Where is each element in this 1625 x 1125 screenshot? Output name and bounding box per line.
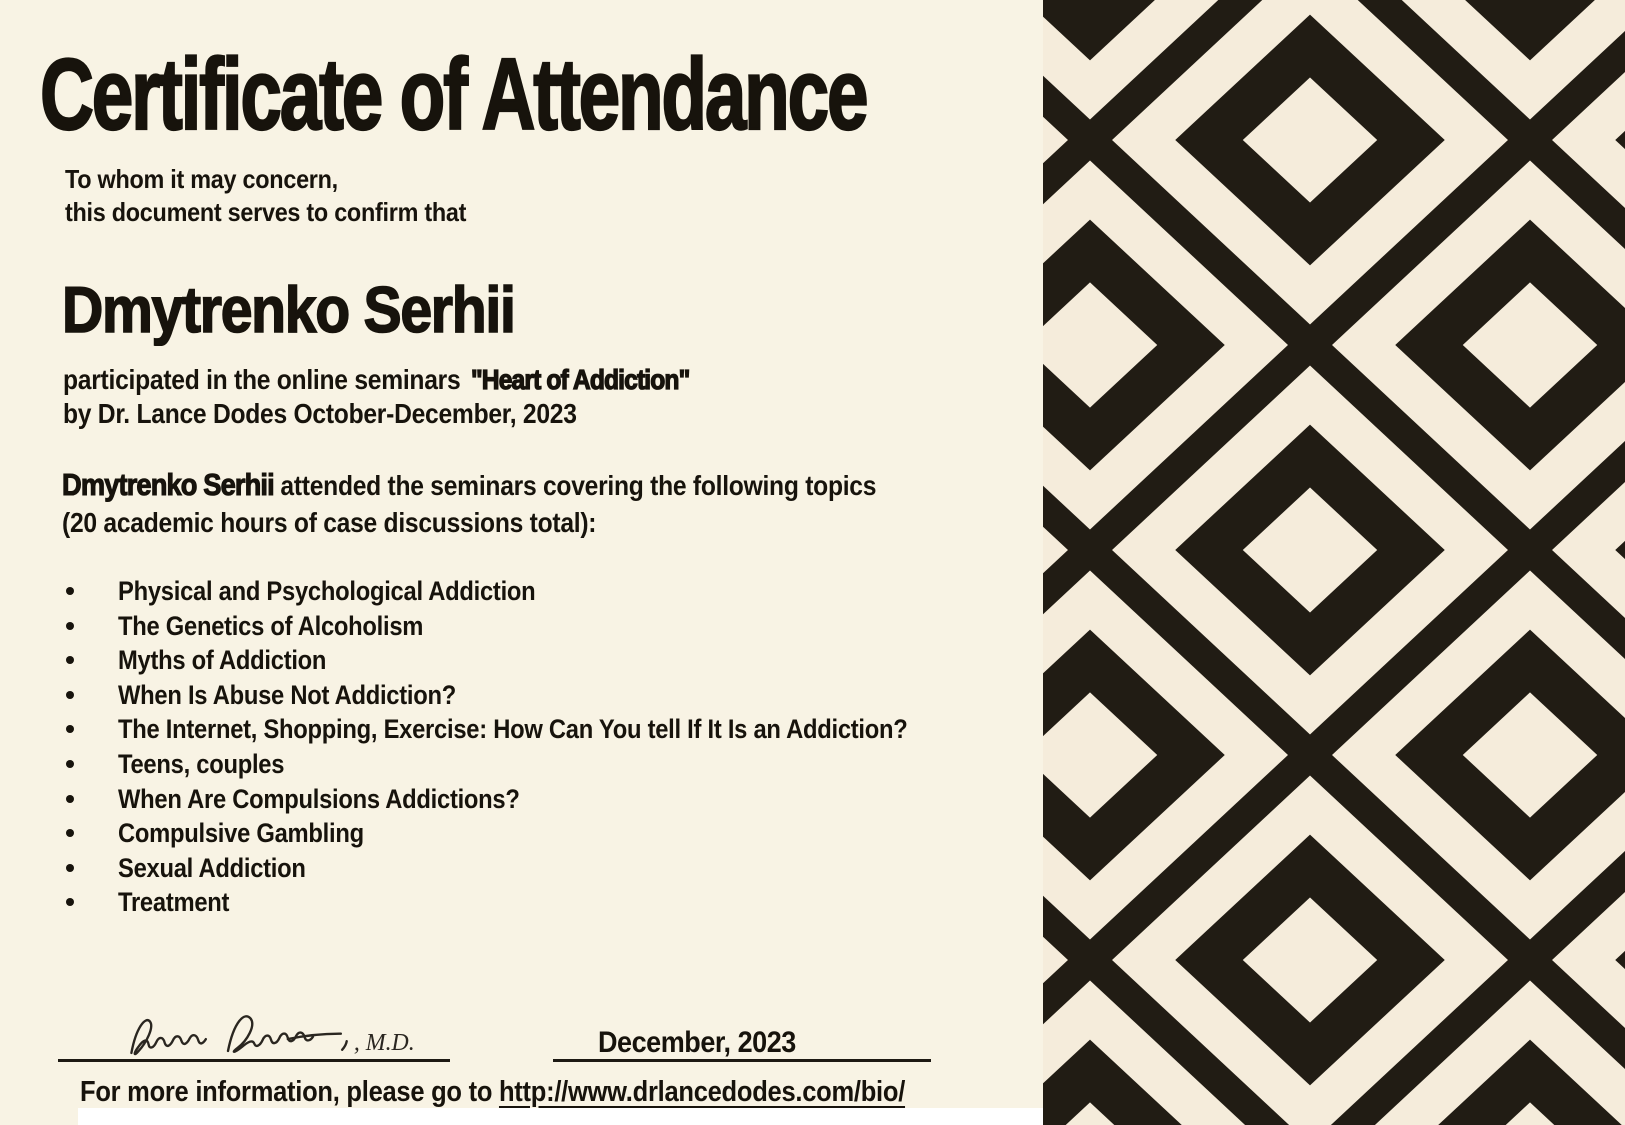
- participation-text: [63, 363, 775, 431]
- bullet-icon: [66, 864, 74, 872]
- topic-item: Myths of Addiction: [66, 645, 1015, 680]
- signature-md-text: , M.D.: [353, 1030, 415, 1056]
- signature-stroke-dodes: [227, 1014, 314, 1052]
- participation-prefix: participated in the online seminars: [63, 364, 461, 395]
- attendance-rest: attended the seminars covering the following topics: [273, 470, 877, 501]
- participation-line-2: by Dr. Lance Dodes October-December, 2023: [63, 398, 577, 429]
- footer-note: [80, 1076, 1018, 1109]
- bullet-icon: [66, 725, 74, 733]
- recipient-name: Dmytrenko Serhii: [62, 273, 515, 346]
- bullet-icon: [66, 829, 74, 837]
- bullet-icon: [66, 795, 74, 803]
- bullet-icon: [66, 622, 74, 630]
- topic-item: The Genetics of Alcoholism: [66, 611, 1015, 646]
- bottom-white-strip: [78, 1108, 1043, 1125]
- intro-line-1: To whom it may concern,: [65, 164, 338, 194]
- footer-text: For more information, please go to: [80, 1076, 499, 1108]
- topic-item: Treatment: [66, 887, 1015, 922]
- topic-item: Physical and Psychological Addiction: [66, 576, 1015, 611]
- topic-item: When Is Abuse Not Addiction?: [66, 680, 1015, 715]
- topic-item: Sexual Addiction: [66, 853, 1015, 888]
- certificate-title: Certificate of Attendance: [40, 39, 867, 151]
- bullet-icon: [66, 691, 74, 699]
- bullet-icon: [66, 898, 74, 906]
- seminar-title: "Heart of Addiction": [470, 364, 690, 395]
- attendance-text: [62, 466, 987, 541]
- signature: [72, 1008, 472, 1064]
- attendance-recipient-name: Dmytrenko Serhii: [62, 467, 274, 502]
- topic-item: Teens, couples: [66, 749, 1015, 784]
- topic-item: Compulsive Gambling: [66, 818, 1015, 853]
- topic-item: The Internet, Shopping, Exercise: How Can You tell If It Is an Addiction?: [66, 714, 1015, 749]
- bullet-icon: [66, 656, 74, 664]
- attendance-line-1: [62, 466, 876, 504]
- bullet-icon: [66, 760, 74, 768]
- topic-item: When Are Compulsions Addictions?: [66, 784, 1015, 819]
- signature-stroke-lance: [130, 1018, 206, 1054]
- diamond-pattern-panel: [1043, 0, 1625, 1125]
- diamond-pattern-fill: [1043, 0, 1625, 1125]
- date-value: December, 2023: [598, 1026, 796, 1059]
- attendance-line-2: (20 academic hours of case discussions total):: [62, 507, 597, 538]
- footer-link[interactable]: http://www.drlancedodes.com/bio/: [498, 1076, 906, 1108]
- signature-line: [58, 1059, 450, 1062]
- bullet-icon: [66, 587, 74, 595]
- intro-line-2: this document serves to confirm that: [65, 197, 467, 227]
- participation-line-1: [63, 363, 689, 397]
- intro-text: [65, 163, 511, 229]
- date-line: [553, 1059, 931, 1062]
- signature-comma: [342, 1041, 347, 1050]
- topics-list: [66, 576, 1015, 922]
